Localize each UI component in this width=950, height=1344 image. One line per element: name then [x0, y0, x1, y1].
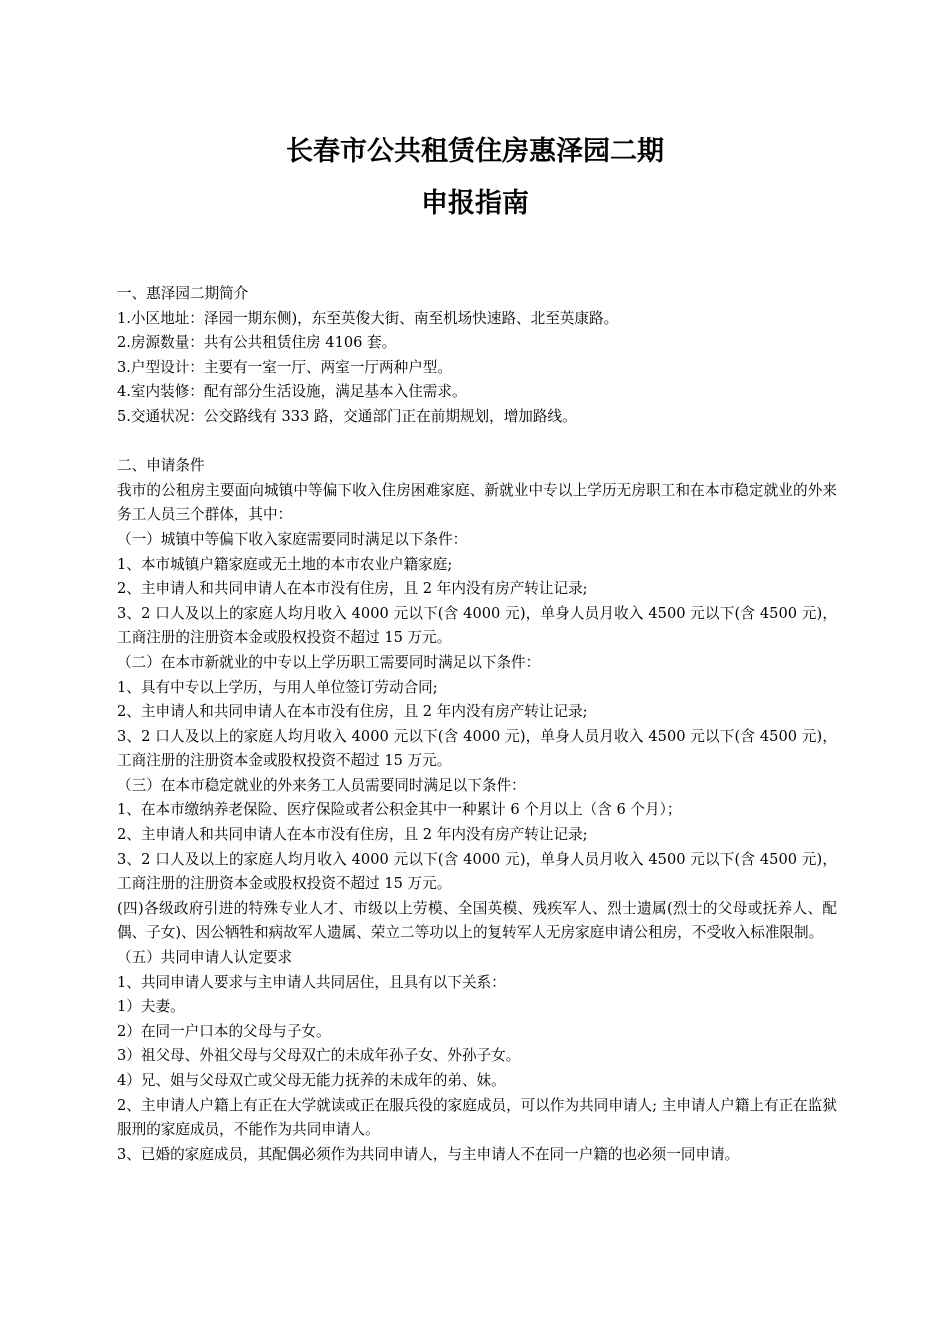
paragraph: 1、在本市缴纳养老保险、医疗保险或者公积金其中一种累计 6 个月以上（含 6 个月）；: [117, 801, 682, 819]
paragraph: （三）在本市稳定就业的外来务工人员需要同时满足以下条件：: [117, 776, 526, 794]
paragraph: 4）兄、姐与父母双亡或父母无能力抚养的未成年的弟、妹。: [117, 1072, 506, 1089]
paragraph: 4.室内装修：配有部分生活设施，满足基本入住需求。: [117, 383, 467, 401]
document-subtitle: 申报指南: [421, 188, 529, 219]
paragraph: 1、具有中专以上学历，与用人单位签订劳动合同;: [117, 678, 438, 696]
paragraph: 1、共同申请人要求与主申请人共同居住，且具有以下关系：: [117, 973, 506, 991]
paragraph: 1）夫妻。: [117, 998, 185, 1016]
paragraph: 2）在同一户口本的父母与子女。: [117, 1022, 331, 1040]
paragraph: 2、主申请人和共同申请人在本市没有住房，且 2 年内没有房产转让记录;: [117, 826, 588, 844]
paragraph: 3、2 口人及以上的家庭人均月收入 4000 元以下(含 4000 元)，单身人员月收入 4500 元以下(含 4500 元)，工商注册的注册资本金或股权投资不超过 15 万元。: [117, 850, 837, 893]
paragraph: 我市的公租房主要面向城镇中等偏下收入住房困难家庭、新就业中专以上学历无房职工和在本市稳定就业的外来务工人员三个群体，其中：: [117, 481, 837, 524]
paragraph: 1、本市城镇户籍家庭或无土地的本市农业户籍家庭;: [117, 555, 453, 573]
paragraph-gap: [117, 430, 837, 455]
paragraph: 3、已婚的家庭成员，其配偶必须作为共同申请人，与主申请人不在同一户籍的也必须一同申请。: [117, 1145, 740, 1163]
paragraph: （五）共同申请人认定要求: [117, 949, 293, 967]
paragraph: 5.交通状况：公交路线有 333 路，交通部门正在前期规划，增加路线。: [117, 407, 577, 425]
paragraph: 2.房源数量：共有公共租赁住房 4106 套。: [117, 334, 397, 352]
section-heading-conditions: 二、申请条件: [117, 457, 205, 475]
paragraph: （一）城镇中等偏下收入家庭需要同时满足以下条件：: [117, 530, 468, 548]
paragraph: 2、主申请人和共同申请人在本市没有住房，且 2 年内没有房产转让记录;: [117, 580, 588, 598]
section-heading-intro: 一、惠泽园二期简介: [117, 285, 249, 302]
document-body: [117, 282, 837, 1167]
paragraph: （二）在本市新就业的中专以上学历职工需要同时满足以下条件：: [117, 653, 541, 671]
paragraph: 3、2 口人及以上的家庭人均月收入 4000 元以下(含 4000 元)，单身人员月收入 4500 元以下(含 4500 元)，工商注册的注册资本金或股权投资不超过 15 万元。: [117, 727, 837, 770]
paragraph: 3.户型设计：主要有一室一厅、两室一厅两种户型。: [117, 358, 452, 376]
paragraph: 3、2 口人及以上的家庭人均月收入 4000 元以下(含 4000 元)，单身人员月收入 4500 元以下(含 4500 元)，工商注册的注册资本金或股权投资不超过 15 万元。: [117, 604, 837, 647]
paragraph: 3）祖父母、外祖父母与父母双亡的未成年孙子女、外孙子女。: [117, 1047, 521, 1065]
paragraph: 2、主申请人和共同申请人在本市没有住房，且 2 年内没有房产转让记录;: [117, 703, 588, 721]
paragraph: 2、主申请人户籍上有正在大学就读或正在服兵役的家庭成员，可以作为共同申请人; 主申请人户籍上有正在监狱服刑的家庭成员，不能作为共同申请人。: [117, 1096, 837, 1139]
paragraph: (四)各级政府引进的特殊专业人才、市级以上劳模、全国英模、残疾军人、烈士遗属(烈士的父母或抚养人、配偶、子女)、因公牺牲和病故军人遗属、荣立二等功以上的复转军人无房家庭申请公租房，不受收入标准限制。: [117, 899, 837, 942]
document-title: 长春市公共租赁住房惠泽园二期: [286, 136, 664, 167]
paragraph: 1.小区地址：泽园一期东侧)，东至英俊大街、南至机场快速路、北至英康路。: [117, 309, 619, 327]
